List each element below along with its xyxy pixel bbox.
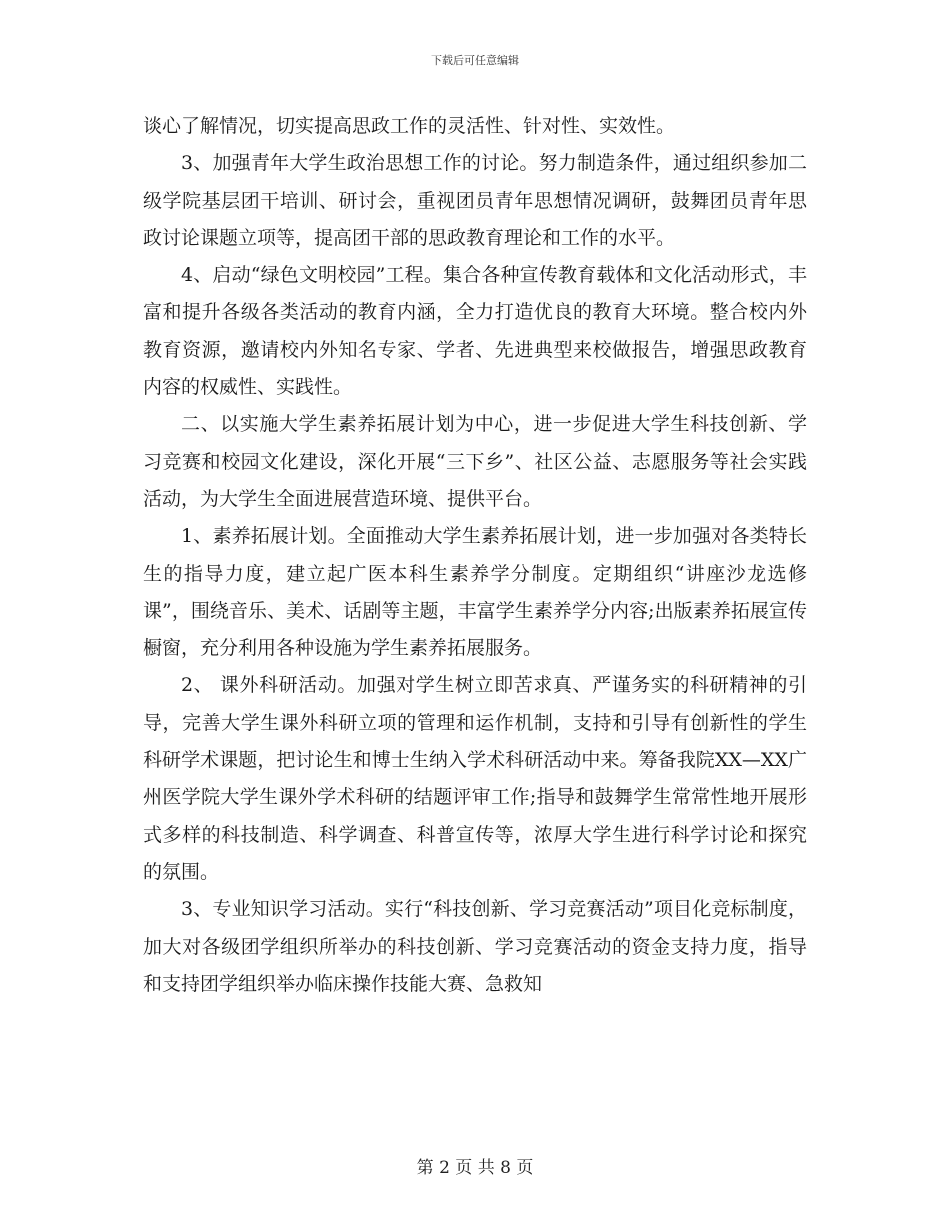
paragraph-subitem-2: 2、 课外科研活动。加强对学生树立即苦求真、严谨务实的科研精神的引导，完善大学生课外科研立项的管理和运作机制，支持和引导有创新性的学生科研学术课题，把讨论生和博士生纳入学术科研活动中来。筹备我院XX—XX广州医学院大学生课外学术科研的结题评审工作;指导和鼓舞学生常常性地开展形式多样的科技制造、科学调查、科普宣传等，浓厚大学生进行科学讨论和探究的氛围。 — [143, 674, 807, 883]
paragraph-subitem-3: 3、专业知识学习活动。实行“科技创新、学习竞赛活动”项目化竞标制度，加大对各级团学组织所举办的科技创新、学习竞赛活动的资金支持力度，指导和支持团学组织举办临床操作技能大赛、急救知 — [143, 898, 807, 995]
paragraph-item-3: 3、加强青年大学生政治思想工作的讨论。努力制造条件，通过组织参加二级学院基层团干培训、研讨会，重视团员青年思想情况调研，鼓舞团员青年思政讨论课题立项等，提高团干部的思政教育理论和工作的水平。 — [143, 152, 807, 249]
paragraph-subitem-1: 1、素养拓展计划。全面推动大学生素养拓展计划，进一步加强对各类特长生的指导力度，建立起广医本科生素养学分制度。定期组织“讲座沙龙选修课”，围绕音乐、美术、话剧等主题，丰富学生素养学分内容;出版素养拓展宣传橱窗，充分利用各种设施为学生素养拓展服务。 — [143, 525, 807, 660]
page-header: 下载后可任意编辑 — [431, 54, 519, 67]
page-footer: 第 2 页 共 8 页 — [416, 1158, 534, 1178]
paragraph-section-2: 二、以实施大学生素养拓展计划为中心，进一步促进大学生科技创新、学习竞赛和校园文化建设，深化开展“三下乡”、社区公益、志愿服务等社会实践活动，为大学生全面进展营造环境、提供平台。 — [143, 413, 807, 510]
paragraph-item-4: 4、启动“绿色文明校园”工程。集合各种宣传教育载体和文化活动形式，丰富和提升各级各类活动的教育内涵，全力打造优良的教育大环境。整合校内外教育资源，邀请校内外知名专家、学者、先进典型来校做报告，增强思政教育内容的权威性、实践性。 — [143, 264, 807, 399]
paragraph-continuation: 谈心了解情况，切实提高思政工作的灵活性、针对性、实效性。 — [143, 115, 676, 137]
document-body — [143, 108, 807, 1003]
